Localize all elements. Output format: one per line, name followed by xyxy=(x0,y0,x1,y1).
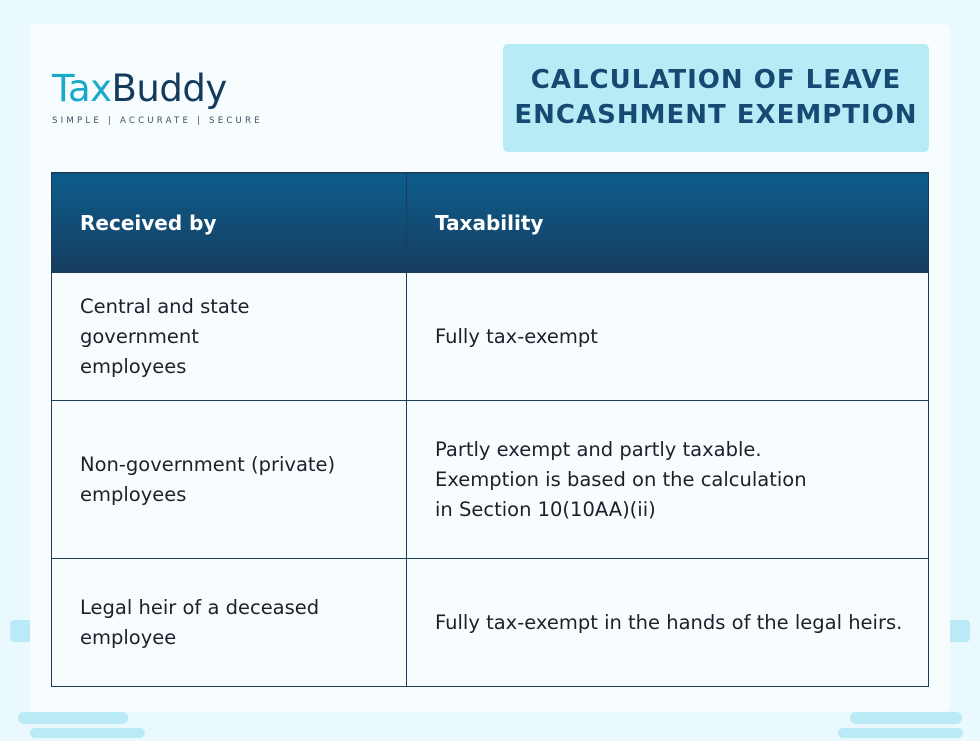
header-taxability: Taxability xyxy=(407,173,929,273)
cell-received-by: Central and state government employees xyxy=(52,273,407,401)
header-received-by: Received by xyxy=(52,173,407,273)
logo-text-tax: Tax xyxy=(52,67,112,110)
decor-right-strip-2 xyxy=(838,728,963,738)
cell-taxability: Partly exempt and partly taxable. Exemption is based on the calculation in Section 10(10AA)(ii) xyxy=(407,401,929,559)
title-box xyxy=(503,44,929,152)
decor-left-strip-2 xyxy=(30,728,145,738)
taxability-table xyxy=(51,172,929,687)
cell-taxability: Fully tax-exempt xyxy=(407,273,929,401)
table-row xyxy=(52,401,929,559)
cell-taxability: Fully tax-exempt in the hands of the legal heirs. xyxy=(407,559,929,687)
taxbuddy-logo xyxy=(52,67,263,126)
table-header-row xyxy=(52,173,929,273)
cell-received-by: Non-government (private) employees xyxy=(52,401,407,559)
page-title: CALCULATION OF LEAVE ENCASHMENT EXEMPTION xyxy=(514,65,918,130)
table-row xyxy=(52,273,929,401)
logo-tagline: SIMPLE | ACCURATE | SECURE xyxy=(52,116,263,126)
logo-wordmark xyxy=(52,67,263,110)
decor-right-tab xyxy=(948,620,970,642)
decor-left-tab xyxy=(10,620,32,642)
decor-left-strip xyxy=(18,712,128,724)
table-row xyxy=(52,559,929,687)
decor-right-strip xyxy=(850,712,962,724)
cell-received-by: Legal heir of a deceased employee xyxy=(52,559,407,687)
logo-text-buddy: Buddy xyxy=(111,67,227,110)
